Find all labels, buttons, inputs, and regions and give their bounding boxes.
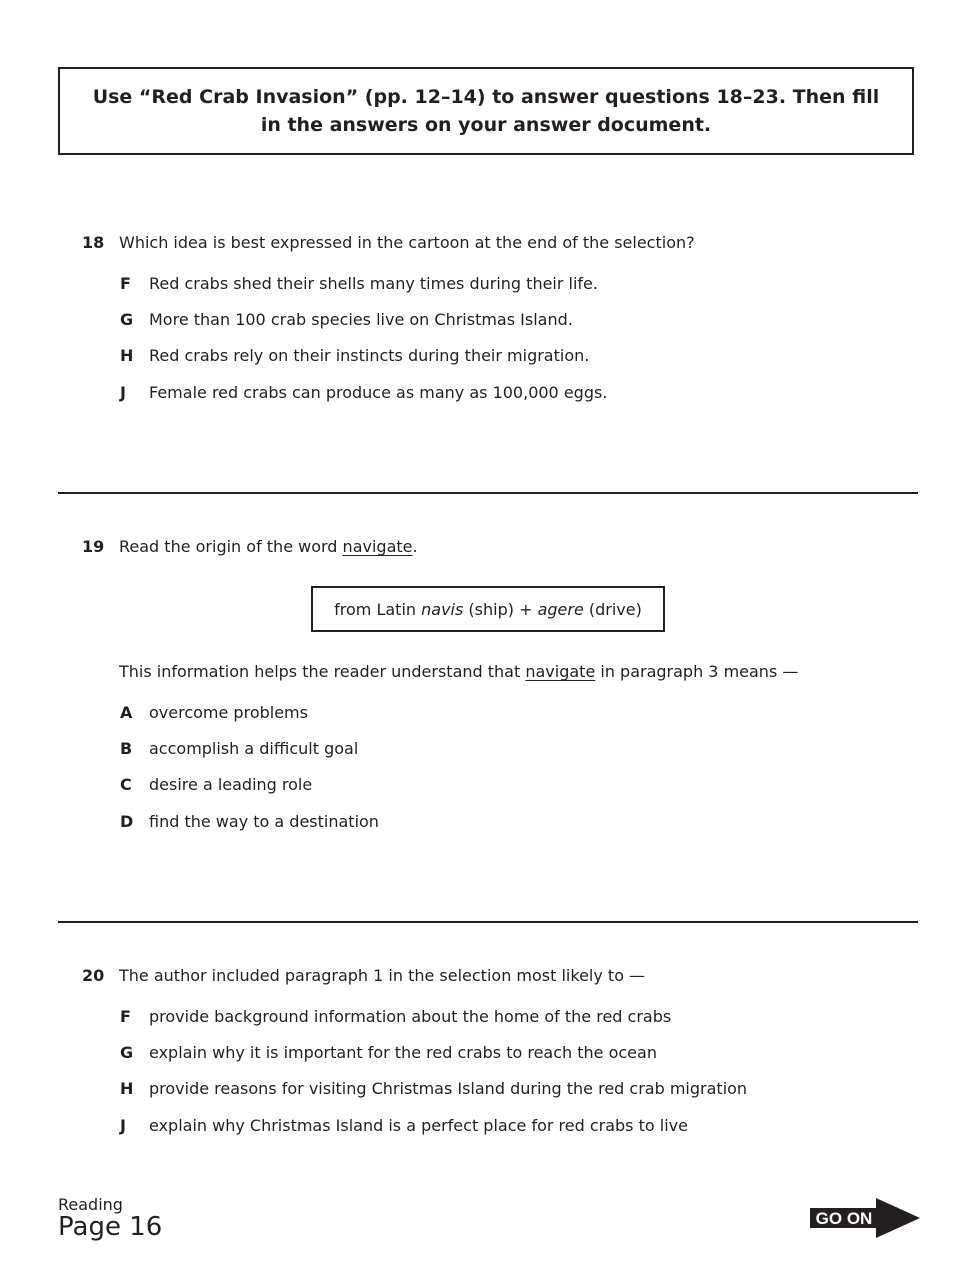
choice-text: provide reasons for visiting Christmas Island during the red crab migration: [149, 1079, 748, 1099]
answer-choice-g[interactable]: [120, 1034, 747, 1070]
choice-letter: H: [120, 1079, 134, 1099]
question-prompt: This information helps the reader understand that navigate in paragraph 3 means —: [119, 662, 799, 681]
choice-text: accomplish a difficult goal: [149, 739, 359, 759]
go-on-arrow-icon[interactable]: [810, 1198, 920, 1238]
choice-text: overcome problems: [149, 702, 308, 722]
section-divider: [58, 492, 918, 494]
vocab-word: navigate: [342, 537, 413, 556]
answer-choice-h[interactable]: [120, 338, 695, 374]
answer-choice-c[interactable]: [120, 767, 798, 803]
choice-letter: J: [120, 382, 126, 402]
section-divider: [58, 921, 918, 923]
vocab-word: navigate: [525, 662, 596, 681]
answer-choice-a[interactable]: [120, 694, 798, 730]
choice-text: explain why Christmas Island is a perfect place for red crabs to live: [149, 1115, 688, 1135]
choice-letter: A: [120, 702, 133, 722]
word-origin-box: [311, 586, 665, 632]
choice-letter: G: [120, 310, 134, 330]
choice-text: Red crabs shed their shells many times during their life.: [149, 273, 598, 293]
question-stem: Read the origin of the word navigate.: [119, 537, 418, 556]
choice-letter: J: [120, 1115, 126, 1135]
question-number: 18: [82, 233, 105, 252]
question-number: 20: [82, 966, 105, 985]
answer-choice-h[interactable]: [120, 1071, 747, 1107]
choice-letter: C: [120, 775, 132, 795]
instructions-line-2: in the answers on your answer document.: [260, 114, 712, 136]
answer-choice-d[interactable]: [120, 803, 798, 839]
choice-letter: F: [120, 1006, 131, 1026]
instructions-line-1: Use “Red Crab Invasion” (pp. 12–14) to answer questions 18–23. Then fill: [92, 86, 880, 108]
instructions-text: [73, 83, 900, 139]
question-stem: The author included paragraph 1 in the selection most likely to —: [119, 966, 646, 985]
question-stem: Which idea is best expressed in the cartoon at the end of the selection?: [119, 233, 695, 252]
choice-text: provide background information about the home of the red crabs: [149, 1006, 672, 1026]
page-number: Page 16: [58, 1212, 163, 1242]
choice-text: desire a leading role: [149, 775, 313, 795]
footer-subject: Reading: [58, 1195, 123, 1214]
answer-choice-b[interactable]: [120, 730, 798, 766]
go-on-label: GO ON: [815, 1209, 873, 1228]
choice-letter: G: [120, 1043, 134, 1063]
choice-letter: F: [120, 273, 131, 293]
choice-letter: B: [120, 739, 133, 759]
word-origin-text: from Latin navis (ship) + agere (drive): [334, 599, 642, 619]
answer-choice-g[interactable]: [120, 301, 695, 337]
answer-choice-j[interactable]: [120, 1107, 747, 1143]
answer-choice-j[interactable]: [120, 374, 695, 410]
answer-choice-f[interactable]: [120, 265, 695, 301]
choice-text: More than 100 crab species live on Christmas Island.: [149, 310, 573, 330]
question-20: [82, 966, 747, 1144]
choice-letter: H: [120, 346, 134, 366]
question-18: [82, 233, 695, 411]
question-number: 19: [82, 537, 105, 556]
question-19-prompt: [82, 662, 798, 840]
answer-choice-f[interactable]: [120, 998, 747, 1034]
question-19: [82, 537, 418, 559]
instructions-box: [58, 67, 914, 155]
choice-text: Red crabs rely on their instincts during their migration.: [149, 346, 590, 366]
choice-text: explain why it is important for the red crabs to reach the ocean: [149, 1043, 657, 1063]
choice-text: Female red crabs can produce as many as 100,000 eggs.: [149, 382, 608, 402]
choice-text: find the way to a destination: [149, 811, 379, 831]
choice-letter: D: [120, 811, 134, 831]
